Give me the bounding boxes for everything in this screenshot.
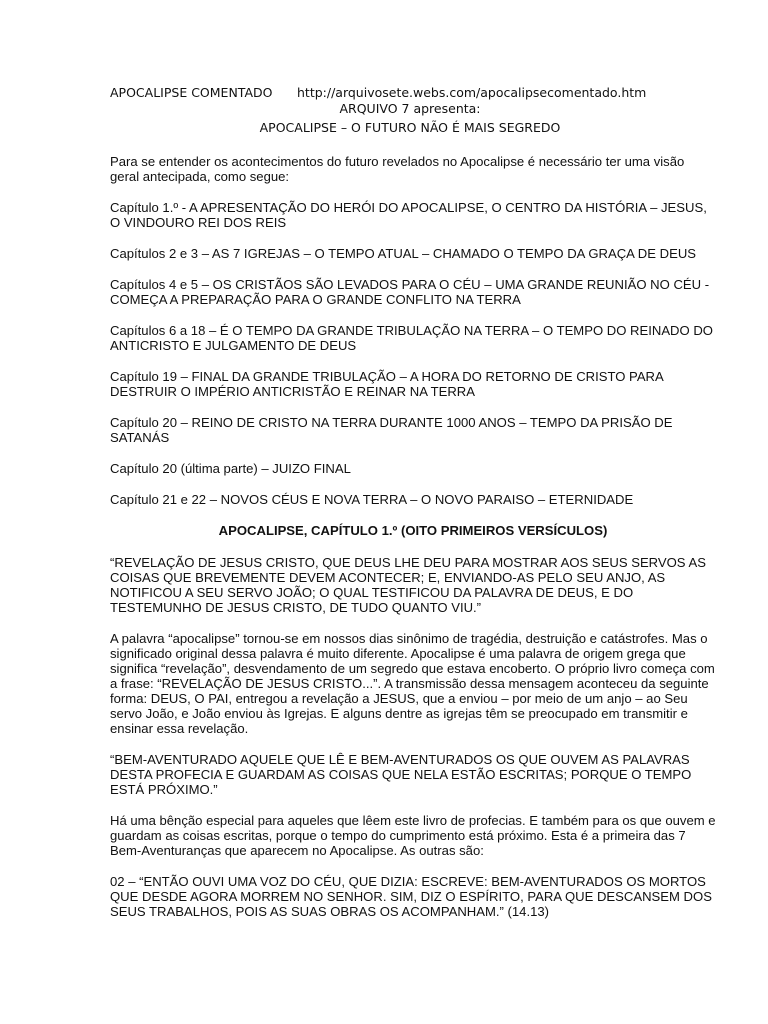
body-paragraph: A palavra “apocalipse” tornou-se em nossos dias sinônimo de tragédia, destruição e catástrofes. Mas o significado original dessa palavra é muito diferente. Apocalipse é uma palavra de origem grega que significa “revelação”, desvendamento de um segredo que estava encoberto. O próprio livro começa com a frase: “REVELAÇÃO DE JESUS CRISTO...”. A transmissão dessa mensagem aconteceu da seguinte forma: DEUS, O PAI, entregou a revelação a JESUS, que a enviou – por meio de um anjo – ao Seu servo João, e João enviou às Igrejas. E alguns dentre as igrejas têm se preocupado em transmitir e ensinar essa revelação. <box>110 631 715 736</box>
body-paragraph: Há uma bênção especial para aqueles que lêem este livro de profecias. E também para os que ouvem e guardam as coisas escritas, porque o tempo do cumprimento está próximo. Esta é a primeira das 7 Bem-Aventuranças que aparecem no Apocalipse. As outras são: <box>110 813 716 858</box>
chapter-item: Capítulos 2 e 3 – AS 7 IGREJAS – O TEMPO ATUAL – CHAMADO O TEMPO DA GRAÇA DE DEUS <box>110 246 697 261</box>
chapter-item: Capítulos 6 a 18 – É O TEMPO DA GRANDE TRIBULAÇÃO NA TERRA – O TEMPO DO REINADO DO ANTICRISTO E JULGAMENTO DE DEUS <box>110 323 713 353</box>
chapter-item: Capítulo 19 – FINAL DA GRANDE TRIBULAÇÃO – A HORA DO RETORNO DE CRISTO PARA DESTRUIR O IMPÉRIO ANTICRISTÃO E REINAR NA TERRA <box>110 369 664 399</box>
document-subtitle: APOCALIPSE – O FUTURO NÃO É MAIS SEGREDO <box>259 120 561 135</box>
chapter-item: Capítulo 21 e 22 – NOVOS CÉUS E NOVA TERRA – O NOVO PARAISO – ETERNIDADE <box>110 492 634 507</box>
quote-paragraph: 02 – “ENTÃO OUVI UMA VOZ DO CÉU, QUE DIZIA: ESCREVE: BEM-AVENTURADOS OS MORTOS QUE DESDE AGORA MORREM NO SENHOR. SIM, DIZ O ESPÍRITO, PARA QUE DESCANSEM DOS SEUS TRABALHOS, POIS AS SUAS OBRAS OS ACOMPANHAM.” (14.13) <box>110 874 712 919</box>
presenter-line: ARQUIVO 7 apresenta: <box>339 101 481 116</box>
source-url: http://arquivosete.webs.com/apocalipsecomentado.htm <box>297 85 647 100</box>
document-body <box>110 154 716 935</box>
intro-paragraph: Para se entender os acontecimentos do futuro revelados no Apocalipse é necessário ter uma visão geral antecipada, como segue: <box>110 154 685 184</box>
chapter-item: Capítulo 20 – REINO DE CRISTO NA TERRA DURANTE 1000 ANOS – TEMPO DA PRISÃO DE SATANÁS <box>110 415 673 445</box>
chapter-item: Capítulos 4 e 5 – OS CRISTÃOS SÃO LEVADOS PARA O CÉU – UMA GRANDE REUNIÃO NO CÉU - COMEÇA A PREPARAÇÃO PARA O GRANDE CONFLITO NA TERRA <box>110 277 710 307</box>
quote-paragraph: “BEM-AVENTURADO AQUELE QUE LÊ E BEM-AVENTURADOS OS QUE OUVEM AS PALAVRAS DESTA PROFECIA E GUARDAM AS COISAS QUE NELA ESTÃO ESCRITAS; PORQUE O TEMPO ESTÁ PRÓXIMO.” <box>110 752 692 797</box>
chapter-item: Capítulo 1.º - A APRESENTAÇÃO DO HERÓI DO APOCALIPSE, O CENTRO DA HISTÓRIA – JESUS, O VINDOURO REI DOS REIS <box>110 200 707 230</box>
header-row <box>110 85 670 101</box>
chapter-item: Capítulo 20 (última parte) – JUIZO FINAL <box>110 461 351 476</box>
document-title: APOCALIPSE COMENTADO <box>110 85 273 100</box>
quote-paragraph: “REVELAÇÃO DE JESUS CRISTO, QUE DEUS LHE DEU PARA MOSTRAR AOS SEUS SERVOS AS COISAS QUE BREVEMENTE DEVEM ACONTECER; E, ENVIANDO-AS PELO SEU ANJO, AS NOTIFICOU A SEU SERVO JOÃO; O QUAL TESTIFICOU DA PALAVRA DE DEUS, E DO TESTEMUNHO DE JESUS CRISTO, DE TUDO QUANTO VIU.” <box>110 555 706 615</box>
section-heading: APOCALIPSE, CAPÍTULO 1.º (OITO PRIMEIROS VERSÍCULOS) <box>218 523 608 538</box>
